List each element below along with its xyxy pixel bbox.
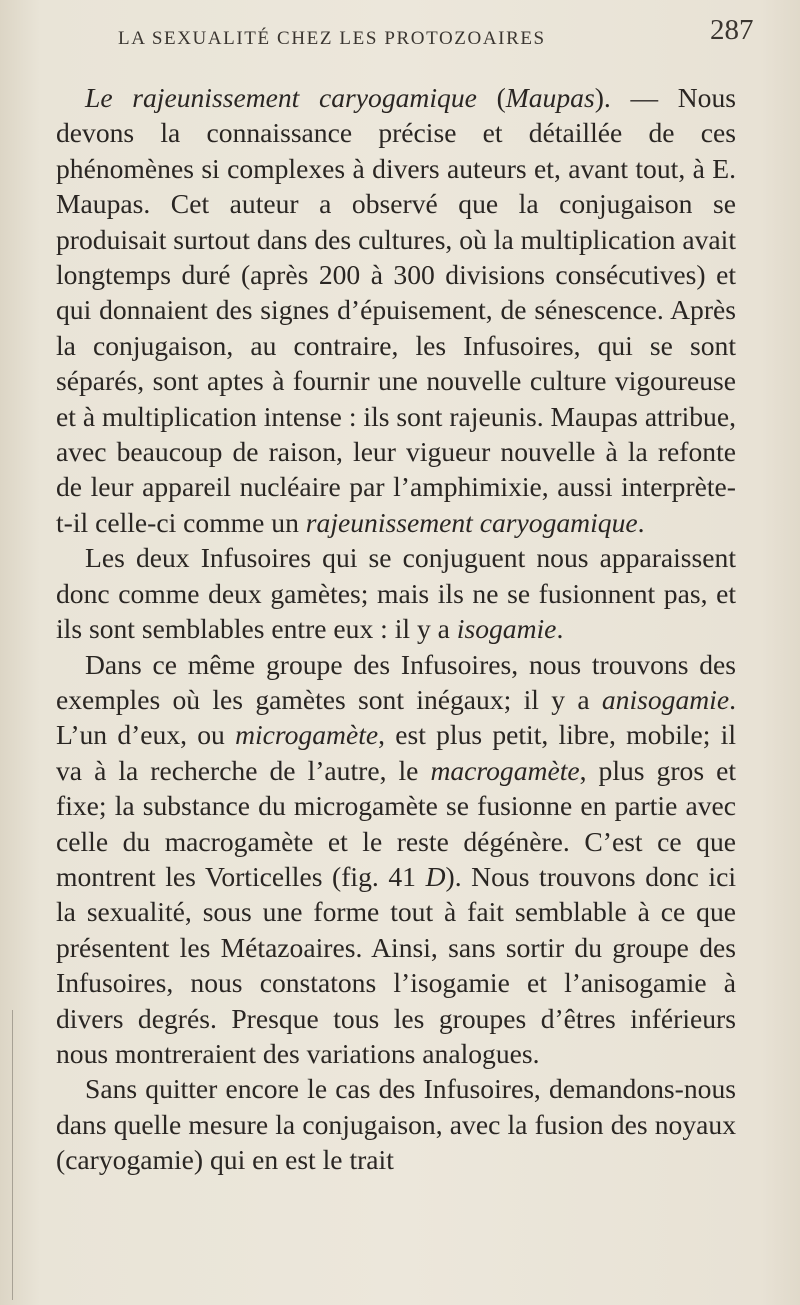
paragraph-text: , plus gros et fixe; la substance du microgamète se fusionne en partie avec celle du macrogamète et le reste dégénère. C’est ce que montrent les Vorticelles (fig. 41 <box>56 754 737 892</box>
paragraph-rajeunissement <box>56 80 736 540</box>
paragraph-text: ). Nous trouvons donc ici la sexualité, sous une forme tout à fait semblable à ce que présentent les Métazoaires. Ainsi, sans sortir du groupe des Infusoires, nous constatons l’isogamie et l’anisogamie à divers degrés. Presque tous les groupes d’êtres inférieurs nous montreraient des variations analogues. <box>56 860 736 1069</box>
paragraph-caryogamie <box>56 1071 736 1177</box>
paren-open: ( <box>496 82 506 113</box>
body-text <box>56 80 736 1178</box>
margin-crease <box>12 1010 13 1300</box>
paragraph-text: Sans quitter encore le cas des Infusoires, demandons-nous dans quelle mesure la conjugaison, avec la fusion des noyaux (caryogamie) qui en est le trait <box>56 1073 736 1176</box>
paragraph-isogamie <box>56 540 736 646</box>
term-rajeunissement: rajeunissement caryogamique <box>305 506 638 538</box>
paren-close: ) <box>594 82 604 113</box>
term-microgamete: microgamète <box>235 719 379 751</box>
term-macrogamete: macrogamète <box>430 754 580 786</box>
paragraph-end: . <box>637 506 645 538</box>
figure-letter: D <box>425 860 446 892</box>
section-title: Le rajeunissement caryogamique <box>85 82 477 113</box>
running-title: LA SEXUALITÉ CHEZ LES PROTOZOAIRES <box>118 28 546 49</box>
paragraph-text: Les deux Infusoires qui se conjuguent nous apparaissent donc comme deux gamètes; mais ils ne se fusionnent pas, et ils sont semblables entre eux : il y a <box>56 542 736 645</box>
paragraph-text: . — Nous devons la connaissance précise et détaillée de ces phénomènes si complexes à divers auteurs et, avant tout, à E. Maupas. Cet auteur a observé que la conjugaison se produisait surtout dans des cultures, où la multiplication avait longtemps duré (après 200 à 300 divisions consécutives) et qui donnaient des signes d’épuisement, de sénescence. Après la conjugaison, au contraire, les Infusoires, qui se sont séparés, sont aptes à fournir une nouvelle culture vigoureuse et à multiplication intense : ils sont rajeunis. Maupas attribue, avec beaucoup de raison, leur vigueur nouvelle à la refonte de leur appareil nucléaire par l’amphimixie, aussi interprète-t-il celle-ci comme un <box>56 82 736 538</box>
term-anisogamie: anisogamie <box>601 683 730 715</box>
paragraph-text: , est plus petit, libre, mobile; il va à la recherche de l’autre, le <box>56 719 737 786</box>
paragraph-anisogamie <box>56 647 736 1072</box>
paragraph-text: . L’un d’eux, ou <box>56 683 736 751</box>
page-number: 287 <box>710 14 754 46</box>
term-isogamie: isogamie <box>456 613 557 645</box>
author-name: Maupas <box>505 82 595 113</box>
paragraph-text: Dans ce même groupe des Infusoires, nous trouvons des exemples où les gamètes sont inégaux; il y a <box>56 648 736 715</box>
paragraph-end: . <box>556 613 564 645</box>
